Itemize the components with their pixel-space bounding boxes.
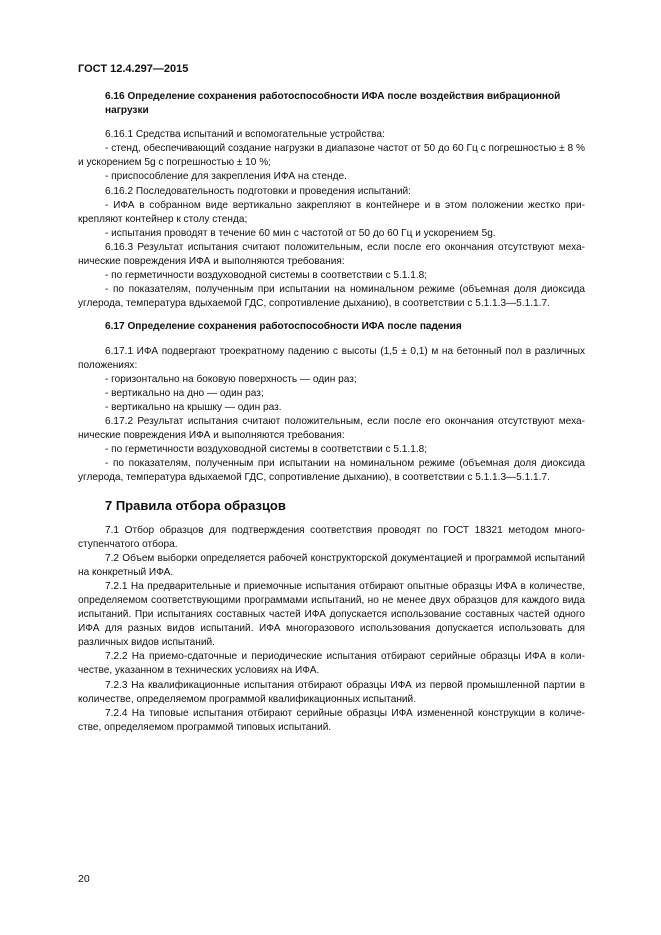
clause-7-2-3: 7.2.3 На квалификационные испытания отбирают образцы ИФА из первой промышленной партии в количестве, определяемом программой квалификационных испытаний. bbox=[78, 679, 585, 705]
clause-6-16-1: 6.16.1 Средства испытаний и вспомогательные устройства: bbox=[105, 129, 385, 141]
list-item: - вертикально на дно — один раз; bbox=[105, 387, 264, 399]
page-number: 20 bbox=[78, 873, 90, 885]
clause-7-1: 7.1 Отбор образцов для подтверждения соответствия проводят по ГОСТ 18321 методом многоступенчатого отбора. bbox=[78, 524, 585, 550]
list-item: - по показателям, полученным при испытании на номинальном режиме (объемная доля диоксида углерода, температура вдыхаемой ГДС, сопротивление дыханию), в соответствии с 5.1.1.3—5.1.1.7. bbox=[78, 458, 585, 484]
clause-6-17-2: 6.17.2 Результат испытания считают положительным, если после его окончания отсутствуют механические повреждения ИФА и выполняются требования: bbox=[78, 415, 585, 442]
list-item: - по герметичности воздуховодной системы в соответствии с 5.1.1.8; bbox=[105, 444, 428, 456]
clause-7-2: 7.2 Объем выборки определяется рабочей конструкторской документацией и программой испытаний на конкретный ИФА. bbox=[78, 552, 585, 578]
list-item: - ИФА в собранном виде вертикально закрепляют в контейнере и в этом положении жестко прикрепляют контейнер к столу стенда; bbox=[78, 199, 585, 225]
page-body bbox=[78, 90, 585, 735]
list-item: - по показателям, полученным при испытании на номинальном режиме (объемная доля диоксида углерода, температура вдыхаемой ГДС, сопротивление дыханию), в соответствии с 5.1.1.3—5.1.1.7. bbox=[78, 284, 585, 310]
list-item: - горизонтально на боковую поверхность — один раз; bbox=[105, 373, 357, 385]
list-item: - приспособление для закрепления ИФА на стенде. bbox=[105, 171, 347, 183]
section-6-17-heading: 6.17 Определение сохранения работоспособности ИФА после падения bbox=[105, 321, 462, 333]
list-item: - испытания проводят в течение 60 мин с частотой от 50 до 60 Гц и ускорением 5g. bbox=[105, 227, 496, 239]
clause-6-17-1: 6.17.1 ИФА подвергают троекратному падению с высоты (1,5 ± 0,1) м на бетонный пол в различных положениях: bbox=[78, 345, 585, 371]
clause-7-2-1: 7.2.1 На предварительные и приемочные испытания отбирают опытные образцы ИФА в количестве, определяемом соответствующими программами испытаний, но не менее двух образцов для каждого вида испытаний. При испытаниях составных частей ИФА допускается использование составных частей одного ИФА для разных видов испытаний. ИФА многоразового использования допускается использовать для различных видов испытаний. bbox=[78, 580, 585, 649]
clause-7-2-2: 7.2.2 На приемо-сдаточные и периодические испытания отбирают серийные образцы ИФА в количестве, указанном в технических условиях на ИФА. bbox=[78, 651, 585, 677]
section-6-16-heading: 6.16 Определение сохранения работоспособности ИФА после воздействия вибрационной нагрузки bbox=[105, 91, 561, 117]
list-item: - стенд, обеспечивающий создание нагрузки в диапазоне частот от 50 до 60 Гц с погрешностью ± 8 % и ускорением 5g с погрешностью ± 10 %; bbox=[78, 143, 585, 169]
standard-designation: ГОСТ 12.4.297—2015 bbox=[78, 63, 189, 75]
clause-6-16-2: 6.16.2 Последовательность подготовки и проведения испытаний: bbox=[105, 185, 411, 197]
list-item: - по герметичности воздуховодной системы в соответствии с 5.1.1.8; bbox=[105, 270, 428, 282]
clause-7-2-4: 7.2.4 На типовые испытания отбирают серийные образцы ИФА измененной конструкции в количестве, определяемом программой типовых испытаний. bbox=[78, 707, 585, 733]
clause-6-16-3: 6.16.3 Результат испытания считают положительным, если после его окончания отсутствуют механические повреждения ИФА и выполняются требования: bbox=[78, 241, 585, 268]
section-7-heading: 7 Правила отбора образцов bbox=[105, 498, 286, 514]
list-item: - вертикально на крышку — один раз. bbox=[105, 401, 282, 413]
